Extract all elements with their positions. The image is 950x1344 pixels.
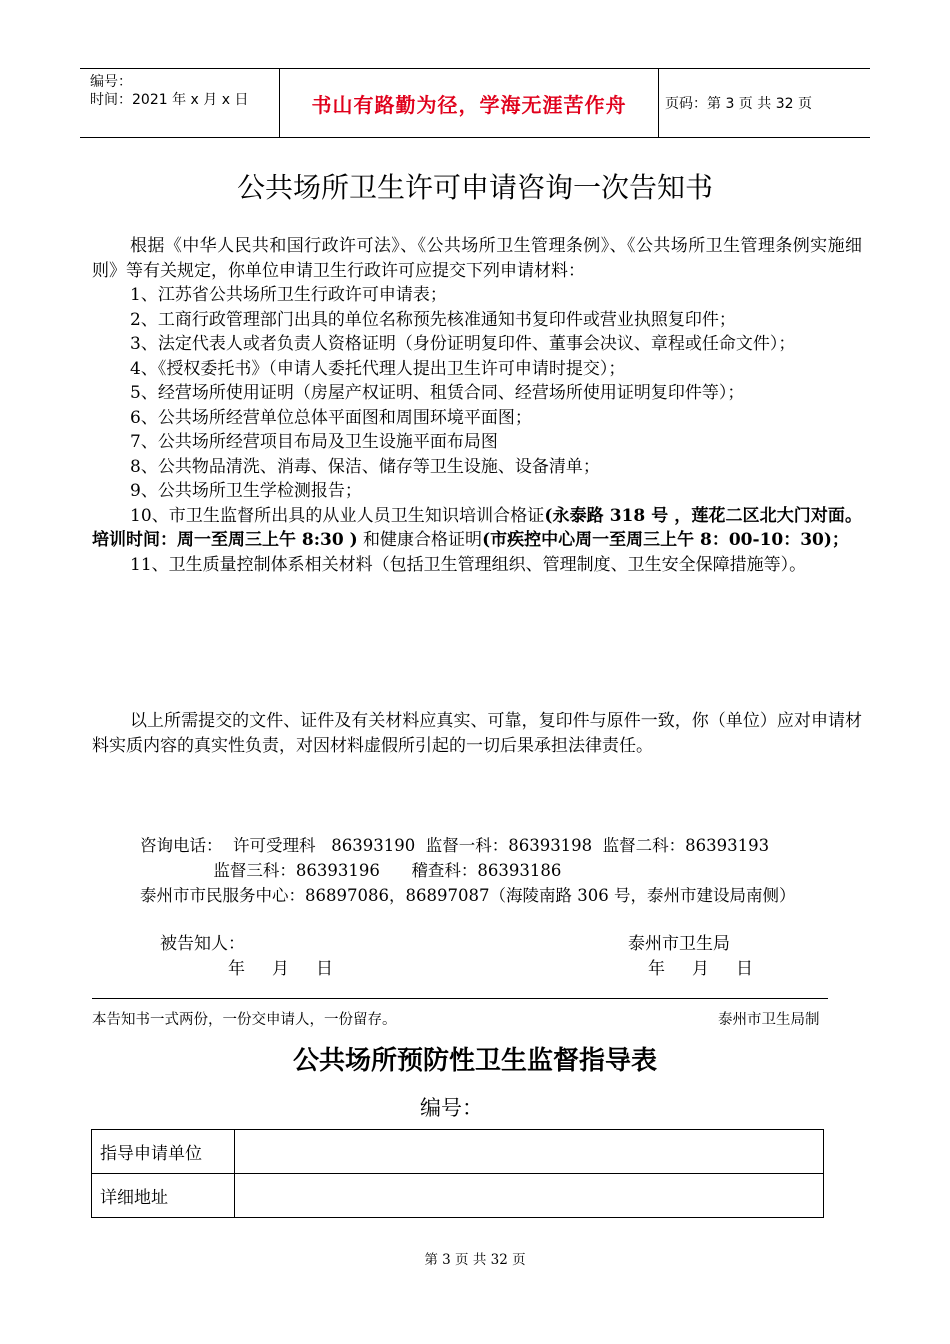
list-item-10: [92, 504, 862, 553]
item10-text: 10、市卫生监督所出具的从业人员卫生知识培训合格证: [130, 505, 545, 526]
date-left: 年 月 日: [228, 959, 334, 979]
list-item: 7、公共场所经营项目布局及卫生设施平面布局图: [130, 432, 498, 452]
list-item: 9、公共场所卫生学检测报告；: [130, 481, 362, 501]
page-info: 页码：第 3 页 共 32 页: [665, 96, 812, 112]
applicant-unit-field[interactable]: [235, 1130, 824, 1174]
footnote-issuer: 泰州市卫生局制: [718, 1012, 820, 1028]
contact-line: 泰州市市民服务中心：86897086，86897087（海陵南路 306 号，泰州市建设局南侧）: [140, 886, 796, 905]
closing-text: 以上所需提交的文件、证件及有关材料应真实、可靠，复印件与原件一致，你（单位）应对申请材料实质内容的真实性负责，对因材料虚假所引起的一切后果承担法律责任。: [92, 711, 862, 756]
divider: [92, 998, 828, 999]
serial-label: 编号：: [90, 74, 132, 90]
date-right: 年 月 日: [648, 959, 754, 979]
page-header: [80, 68, 870, 138]
list-item: 4、《授权委托书》（申请人委托代理人提出卫生许可申请时提交）；: [130, 358, 626, 379]
header-motto: [280, 69, 659, 137]
health-cert-time: (市疾控中心周一至周三上午 8：00-10：30)；: [482, 530, 849, 550]
time-label: 时间：2021 年 x 月 x 日: [90, 92, 249, 108]
list-item: 3、法定代表人或者负责人资格证明（身份证明复印件、董事会决议、章程或任命文件）；: [130, 334, 796, 354]
form-serial-label: 编号：: [420, 1096, 483, 1120]
footnote-copies: 本告知书一式两份，一份交申请人，一份留存。: [92, 1012, 397, 1028]
guidance-form-table: [91, 1129, 824, 1218]
closing-statement: [92, 709, 862, 758]
address-field[interactable]: [235, 1174, 824, 1218]
list-item: 8、公共物品清洗、消毒、保洁、储存等卫生设施、设备清单；: [130, 456, 600, 477]
contact-line: 咨询电话： 许可受理科 86393190 监督一科：86393198 监督二科：86393193: [140, 836, 770, 855]
notice-body: [92, 234, 862, 577]
item10-health: 和健康合格证明: [357, 530, 483, 550]
list-item: 2、工商行政管理部门出具的单位名称预先核准通知书复印件或营业执照复印件；: [130, 309, 736, 330]
notice-title: 公共场所卫生许可申请咨询一次告知书: [236, 171, 713, 204]
header-meta: [80, 69, 280, 137]
list-item: 1、江苏省公共场所卫生行政许可申请表；: [130, 285, 447, 305]
table-row: [92, 1174, 824, 1218]
form-title: 公共场所预防性卫生监督指导表: [292, 1046, 657, 1076]
motto-text: 书山有路勤为径，学海无涯苦作舟: [311, 92, 627, 117]
page-number: 第 3 页 共 32 页: [424, 1252, 526, 1268]
table-row: [92, 1130, 824, 1174]
notice-intro: 根据《中华人民共和国行政许可法》、《公共场所卫生管理条例》、《公共场所卫生管理条例实施细则》等有关规定，你单位申请卫生行政许可应提交下列申请材料：: [92, 236, 862, 281]
authority-name: 泰州市卫生局: [628, 934, 730, 954]
contact-line: 监督三科：86393196 稽查科：86393186: [140, 861, 562, 880]
list-item-11: 11、卫生质量控制体系相关材料（包括卫生管理组织、管理制度、卫生安全保障措施等）。: [130, 554, 807, 575]
row-label: 详细地址: [92, 1174, 235, 1218]
contact-info: [140, 833, 795, 908]
list-item: 5、经营场所使用证明（房屋产权证明、租赁合同、经营场所使用证明复印件等）；: [130, 383, 745, 403]
row-label: 指导申请单位: [92, 1130, 235, 1174]
notified-label: 被告知人：: [160, 934, 245, 954]
training-address: (永泰路 318 号 ，莲花二区北大门对面。培训时间：周一至周三上午 8:30 ): [92, 505, 862, 550]
list-item: 6、公共场所经营单位总体平面图和周围环境平面图；: [130, 407, 532, 428]
